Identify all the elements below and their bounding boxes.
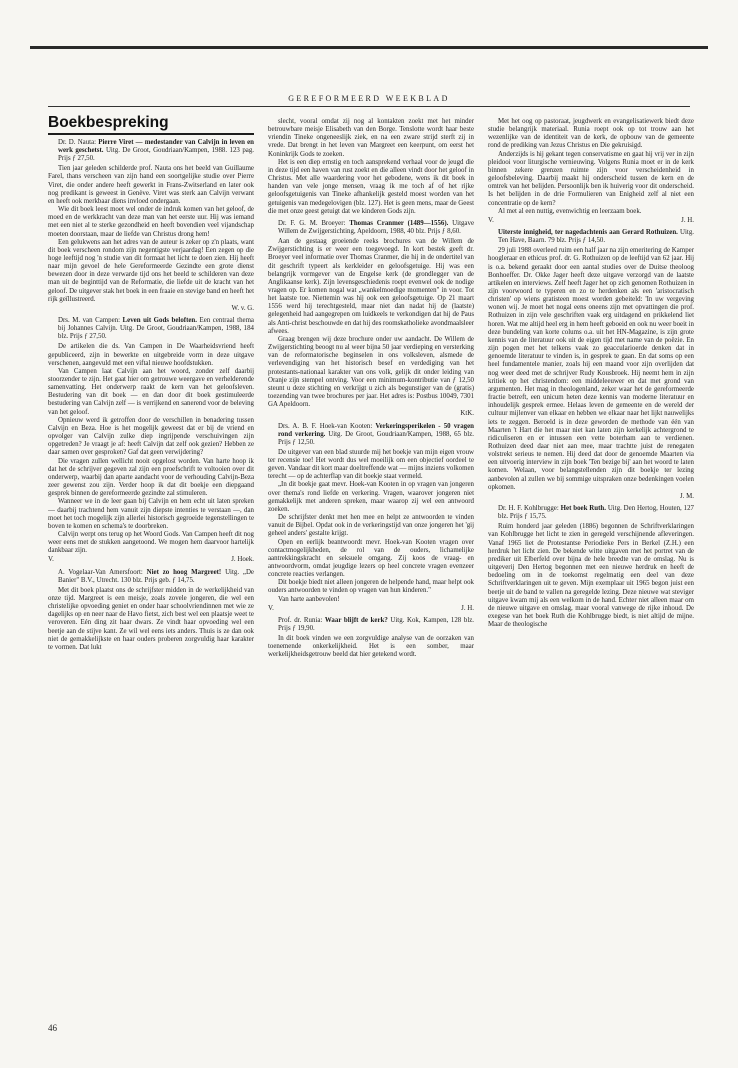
- review-article: [48, 569, 254, 652]
- review-heading: [278, 423, 474, 447]
- review-paragraph: Opnieuw werd ik getroffen door de verschillen in benadering tussen Calvijn en Beza. Hoe is het mogelijk geweest dat er bij de vriend en opvolger van Calvijn zulke diep ingrijpende verschuivingen zijn opgetreden? Je vraagt je af: heeft Calvijn dat zelf ook gezien? Hebben ze daar samen over gesproken? Gaf dat geen verwijdering?: [48, 416, 254, 457]
- review-title: Thomas Cranmer (1489—1556).: [349, 219, 449, 227]
- review-publication: Uitg. De Groot, Goudriaan/Kampen, 1988, 65 blz. Prijs ƒ 12,50.: [278, 430, 474, 446]
- review-paragraph: De artikelen die ds. Van Campen in De Waarheidsvriend heeft gepubliceerd, zijn in bewerkte en uitgebreide vorm in deze uitgave verschenen, aangevuld met een viftal nieuwe hoofdstukken.: [48, 343, 254, 367]
- review-publication: Uitg. Ten Have, Baarn. 79 blz. Prijs ƒ 14,50.: [498, 229, 694, 245]
- review-article: [488, 118, 694, 225]
- review-paragraph: Tien jaar geleden schilderde prof. Nauta ons het beeld van Guillaume Farel, thans verscheen van zijn hand een soortgelijke studie over Pierre Viret, die onder andere heeft gewerkt in Frans-Zwitserland en later ook nog predikant is geweest in Genève. Viret was sterk aan Calvijn verwant en heeft ook merkbaar diens invloed ondergaan.: [48, 165, 254, 205]
- review-article: [48, 317, 254, 565]
- signature-initials: J. H.: [681, 216, 694, 224]
- review-paragraph: „In dit boekje gaat mevr. Hoek-van Kooten in op vragen van jongeren over thema's rond liefde en verkering. Vragen, waarover jongeren niet gemakkelijk met anderen spreken, maar waarop zij wel een antwoord zoeken.: [268, 481, 474, 513]
- review-article: [268, 617, 474, 660]
- review-article: [488, 229, 694, 501]
- review-publication: Uitg. Kok, Kampen, 128 blz. Prijs ƒ 19,90.: [278, 616, 474, 632]
- review-publication: Uitgave Willem de Zwijgerstichting, Apeldoorn, 1988, 40 blz. Prijs ƒ 8,60.: [278, 219, 474, 235]
- review-author: Prof. dr. Runia:: [278, 616, 325, 624]
- review-paragraph: slecht, vooral omdat zij nog al kontakten zoekt met het minder betrouwbare meisje Elisabeth van den Borge. Tenslotte wordt haar beste vriendin Tineke ongeneeslijk ziek, en na een zware strijd sterft zij in vrede. Dat brengt in het leven van Margreet een keerpunt, om eerst het Koninkrijk Gods te zoeken.: [268, 118, 474, 158]
- review-paragraph: 29 juli 1988 overleed ruim een half jaar na zijn emeritering de Kamper hoogleraar en ethicus prof. dr. G. Rothuizen op de leeftijd van 62 jaar. Hij is o.a. bekend geraakt door een aantal studies over de Duitse theoloog Bonhoeffer. Dr. Okke Jager heeft deze uitgave verzorgd van de laatste artikelen en interviews. Zelf heeft Jager het op zich genomen Rothuizen in zijn voorwoord te typeren en zo te herdenken als een 'aristocratisch christen' op wiens gratisteen moest worden gebeiteld: 'In uw vergeving wonen wij. Je moet het nogal eens oneens zijn met opvattingen die prof. Rothuizen in zijn vele geschriften vaak erg uitdagend en prikkelend liet horen. Wat me altijd heel erg in hem heeft geboeid en ook nu weer boeit in deze bundeling van korte colums o.a. uit het HN-Magazine, is zijn grote kennis van de literatuur ook uit de eigen tijd met name van de poëzie. En zijn pogen met het telkens vaak zo geaccularioerde denken dat in genoemde literatuur te vinden is, in gesprek te gaan. En dat soms op een heel fundamentele manier, zoals hij een maand voor zijn overlijden dat nog weer deed met de schrijver Rudy Kousbroek. Hij neemt hem in zijn kritiek op het christendom: een middeleeuwer en dat met grond van argumenten. Het mag in theologenland, zeker waar het de gereformeerde fractie betreft, een unicum heten deze kennis van moderne literatuur en inhoudelijk gesprek ermee. Helaas leven de gemeente en de wereld der cultuur mijlenver van elkaar en hebben we elkaar naar het lijkt nauwelijks iets te zeggen. Beroeld is in deze geworden de methode van één van Maarten 't Hart die het maar niet kan laten zijn kerkelijk achtergrond te ridiculiseren en er intussen een vette boterham aan te verdienen. Rothuizen deed daar niet aan mee, maar trachtte juist de renegaten volstrekt serieus te nemen. Hij deed dat door de genoemde Maarten via een uitvoerig interview in zijn boek 'Ten bezige bij' aan het woord te laten komen. Welaan, voor belangstellenden zijn dit boekje ter lezing aanbevolen al zullen we bij sommige uitspraken onze bedenkingen voelen opkomen.: [488, 247, 694, 491]
- review-paragraph: Met dit boek plaatst ons de schrijfster midden in de werkelijkheid van onze tijd. Margreet is een meisje, zoals zovele jongeren, die wel een christelijke opvoeding geniet en onder haar schoolvriendinnen met wie ze dagelijks op en neer naar de Havo fietst, zich best wel een plaatsje weet te veroveren. Eén ding zit haar dwars. Ze vindt haar opvoeding wel een beetje aan de stijve kant. Ze wil wel eens iets anders. Thuis is ze dan ook niet de gemakkelijkste en haar ouders proberen zorgvuldig haar karakter te vormen. Dat lukt: [48, 586, 254, 651]
- review-paragraph: Een gelukwens aan het adres van de auteur is zeker op z'n plaats, want dit boek verscheen rondom zijn negentigste verjaardag! Een zegen op die hoge leeftijd nog 'n studie van dit formaat het licht te doen zien. Hij heeft naar mijn gevoel de hele Gereformeerde Gezindte een grote dienst bewezen door in deze verwarde tijd ons het beeld te schilderen van deze man uit de beginttijd van de Reformatie, die liefde uit de kracht van het geloof. De uitgever stak het boek in een fraaie en stevige band en heeft het rijk geïllustreerd.: [48, 238, 254, 303]
- masthead-rule: [48, 106, 690, 107]
- review-heading: [278, 220, 474, 236]
- page-number: 46: [48, 1023, 57, 1033]
- signature-place: V.: [48, 556, 54, 564]
- review-paragraph: Graag brengen wij deze brochure onder uw aandacht. De Willem de Zwijgerstichting beoogt nu al weer bijna 50 jaar verdieping en versterking van de reformatorische beginselen in ons volksleven, alsmede de verlevendiging van het historisch besef en verdediging van het protestants-nationaal karakter van ons volk, gelijk dit onder leiding van Oranje zijn stempel ontving. Voor een minimum-kontributie van ƒ 12,50 steunt u deze stichting en verkrijgt u zich als begunstiger van de (gratis) toezending van twee brochures per jaar. Het adres is: Postbus 10049, 7301 GA Apeldoorn.: [268, 335, 474, 409]
- review-article: [268, 423, 474, 613]
- signature-initials: KtK.: [460, 410, 474, 418]
- review-paragraph: Wanneer we in de leer gaan bij Calvijn en hem echt uit laten spreken — daarbij trachtend hem vanuit zijn diepste intenties te verstaan —, dan moet het toch mogelijk zijn allerlei historisch gegroeide tegenstellingen te boven te komen en schema's te doorbreken.: [48, 498, 254, 530]
- section-title: Boekbespreking: [48, 114, 254, 135]
- review-paragraph: De uitgever van een blad stuurde mij het boekje van mijn eigen vrouw ter recensie toe! Het wordt dus wel moeilijk om een objectief oordeel te geven. Vandaar dit kort maar doeltreffende wat — mijns inziens volkomen terecht — op de achterflap van dit boekje staat vermeld.: [268, 448, 474, 481]
- review-signature: [488, 217, 694, 225]
- review-title: Leven uit Gods beloften.: [122, 317, 197, 325]
- review-publication: Uitg. „De Banier" B.V., Utrecht. 130 blz. Prijs geb. ƒ 14,75.: [58, 568, 254, 584]
- review-author: A. Vogelaar-Van Amersfoort:: [58, 568, 147, 576]
- review-author: Dr. F. G. M. Broeyer:: [278, 219, 350, 227]
- review-signature: [268, 605, 474, 613]
- review-paragraph: Ruim honderd jaar geleden (1886) begonnen de Schriftverklaringen van Kohlbrugge het licht te zien in geregeld verschijnende afleveringen. Vanaf 1965 liet de Protestantse Periodieke Pers in Berkel (Z.H.) een herdruk het licht zien. De bekende witte uitgaven met het portret van de prediker uit Elberfeld over bijna de hele breedte van de omslag. Nu is uitgeverij Den Hertog begonnen met een nieuwe herdruk en heeft de bedoeling om in de toekomst regelmatig een deel van deze Schriftverklaringen uit te geven. Mijn exemplaar uit 1965 begon juist een beetje uit de band te vallen na geregelde lezing. Deze nieuwe wat steviger uitgave kwam mij als een welkom in de hand. Echter niet alleen maar om de nieuwe uitgave en omslag, maar vooral vanwege de rijke inhoud. De exegese van het boek Ruth die Kohlbrugge biedt, is niet altijd de mijne. Maar de theologische: [488, 523, 694, 629]
- columns: [48, 114, 694, 1019]
- signature-place: V.: [268, 604, 274, 612]
- review-signature: [268, 410, 474, 418]
- review-paragraph: Van Campen laat Calvijn aan het woord, zonder zelf daarbij stoorzender te zijn. Het gaat hier om getrouwe weergave en verhelderende samenvatting. Het onderwerp raakt de kern van het geloofsleven. Bestudering van dit boek — en dan door dit boek gestimuleerde bestudering van Calvijn zelf — is verrijkend en sanerend voor de beleving van het geloof.: [48, 367, 254, 416]
- review-article: [488, 505, 694, 629]
- review-author: Drs. A. B. F. Hoek-van Kooten:: [278, 422, 376, 430]
- signature-initials: W. v. G.: [231, 304, 254, 312]
- review-author: Dr. H. F. Kohlbrugge:: [498, 505, 561, 513]
- review-signature: [488, 493, 694, 501]
- review-article: [268, 220, 474, 419]
- signature-initials: J. Hoek.: [231, 556, 254, 564]
- review-paragraph: In dit boek vinden we een zorgvuldige analyse van de oorzaken van toenemende onkerkelijkheid. Het is een somber, maar werkelijkheidsgetrouw beeld dat hier getekend wordt.: [268, 635, 474, 659]
- review-paragraph: Van harte aanbevolen!: [278, 595, 340, 603]
- review-article: [48, 139, 254, 313]
- review-paragraph: Met het oog op pastoraat, jeugdwerk en evangelisatiewerk biedt deze studie belangrijk materiaal. Runia roept ook op tot trouw aan het wezenlijke van de identiteit van de kerk, de opbouw van de gemeente rond de prediking van Jezus Christus en Die gekruisigd.: [488, 118, 694, 150]
- review-publication: Uitg. Den Hertog, Houten, 127 blz. Prijs ƒ 15,75.: [498, 505, 694, 521]
- review-publication: Uitg. De Groot, Goudriaan/Kampen, 1988. 123 pag. Prijs ƒ 27,50.: [58, 147, 254, 163]
- review-title: Uiterste innigheid, ter nagedachtenis aan Gerard Rothuizen.: [498, 229, 678, 237]
- review-paragraph: De schrijfster denkt met hen mee en helpt ze antwoorden te vinden vanuit de Bijbel. Opdat ook in de verkeringstijd van onze jongeren het 'gij geheel anders' gestalte krijgt.: [268, 514, 474, 538]
- signature-initials: J. H.: [461, 604, 474, 612]
- review-title: Het boek Ruth.: [560, 505, 606, 513]
- review-publication: Een centraal thema bij Johannes Calvijn. Uitg. De Groot, Goudriaan/Kampen, 1988, 184 blz. Prijs ƒ 27,50.: [58, 317, 254, 341]
- review-author: Dr. D. Nauta:: [58, 139, 99, 146]
- review-paragraph: Dit boekje biedt niet alleen jongeren de helpende hand, maar helpt ook ouders antwoorden te vinden op vragen van hun kinderen.": [268, 579, 474, 595]
- column-1: [48, 114, 254, 1019]
- review-heading: [278, 617, 474, 633]
- column-2: [268, 114, 474, 1019]
- review-paragraph: Die vragen zullen wellicht nooit opgelost worden. Van harte hoop ik dat het de schrijver gegeven zal zijn een proefschrift te voltooien over dit onderwerp, waarbij dan aparte aandacht voor de verhouding Calvijn-Beza zeer gewenst zou zijn. Verder hoop ik dat dit boekje een diepgaand gesprek binnen de gereformeerde gezindte zal stimuleren.: [48, 457, 254, 498]
- column-3: [488, 114, 694, 1019]
- signature-initials: J. M.: [680, 492, 694, 500]
- review-signature: [48, 556, 254, 564]
- review-paragraph: Wie dit boek leest moet wel onder de indruk komen van het geloof, de moed en de werkkracht van deze man van het eerste uur. Hij was iemand met een niet al te sterke gezondheid en heeft bovendien veel vijandschap moeten doorstaan, maar de liefde van Christus drong hem!: [48, 206, 254, 238]
- review-author: Drs. M. van Campen:: [58, 317, 123, 325]
- review-title: Niet zo hoog Margreet!: [146, 568, 222, 576]
- review-paragraph: Open en eerlijk beantwoordt mevr. Hoek-van Kooten vragen over contactmogelijkheden, de rol van de ouders, lichamelijke aantrekkingskracht en seksuele omgang. Zij koos de vraag- en antwoordvorm, omdat jeugdige lezers op heel concrete vragen evenzeer concrete reacties verlangen.: [268, 538, 474, 579]
- review-signature: [48, 305, 254, 313]
- top-rule: [30, 46, 708, 49]
- review-heading: [58, 569, 254, 585]
- review-paragraph: Anderzijds is hij gekant tegen conservatisme en gaat hij vrij ver in zijn pleidooi voor liturgische vernieuwing. Volgens Runia moet er in de kerk binnen zekere grenzen ruimte zijn voor verscheidenheid in geloofsbeleving. Daarbij maakt hij onderscheid tussen de kern en de omtrek van het belijden. Persoonlijk ben ik huiverig voor dit onderscheid. Is het belijden in de drie Formulieren van Enigheid zelf al niet een concentratie op de kern?: [488, 150, 694, 207]
- signature-place: V.: [488, 216, 494, 224]
- review-paragraph: Aan de gestaag groeiende reeks brochures van de Willem de Zwijgerstichting is er weer een toegevoegd. In kort bestek geeft dr. Broeyer veel informatie over Thomas Cranmer, die hij in de ondertitel van dit geschrift typeert als kerkleider en geloofsgetuige. Hij was een belangrijk vormgever van de Engelse kerk (de grondlegger van de Anglikaanse kerk). Zijn levensgeschiedenis roept evenwel ook de nodige vragen op. Er komen nogal wat „wankelmoedige momenten" in voor. Tot het laatste toe. Niettemin was hij ook een geloofsgetuige. Op 21 maart 1556 werd hij terechtgesteld, maar niet dan nadat hij de (laatste) gelegenheid had aangegrepen om luidkeels te verkondigen dat hij de Paus als Anti-christ beschouwde en dat hij des roomskatholieke avondmaalsleer afwees.: [268, 238, 474, 335]
- review-heading: [498, 229, 694, 245]
- masthead: GEREFORMEERD WEEKBLAD: [288, 94, 450, 103]
- review-article: [268, 118, 474, 216]
- review-paragraph: Calvijn werpt ons terug op het Woord Gods. Van Campen heeft dit nog weer eens met de stukken aangetoond. We mogen hem daarvoor hartelijk dankbaar zijn.: [48, 530, 254, 555]
- review-title: Verkeringsperikelen - 50 vragen rond verkering.: [278, 422, 474, 438]
- review-heading: [58, 139, 254, 163]
- review-paragraph: Al met al een nuttig, evenwichtig en leerzaam boek.: [498, 207, 642, 215]
- review-title: Waar blijft de kerk?: [324, 616, 388, 624]
- review-heading: [498, 505, 694, 521]
- review-paragraph: Het is een diep ernstig en toch aansprekend verhaal voor de jeugd die in deze tijd een haven van rust zoekt en die alleen vindt door het geloof in Christus. Met alle waardering voor het gebodene, wens ik dit boek in handen van vele jonge mensen, vraag ik me toch af of het rijke geloofsgetuigenis van Tineke afhankelijk gesteld moest worden van het getuigenis van medegelovigen (blz. 127). Het is geen mens, maar de Geest die met onze geest getuigt dat we kinderen Gods zijn.: [268, 158, 474, 215]
- review-heading: [58, 317, 254, 341]
- review-title: Pierre Viret — medestander van Calvijn in leven en werk geschetst.: [58, 139, 254, 155]
